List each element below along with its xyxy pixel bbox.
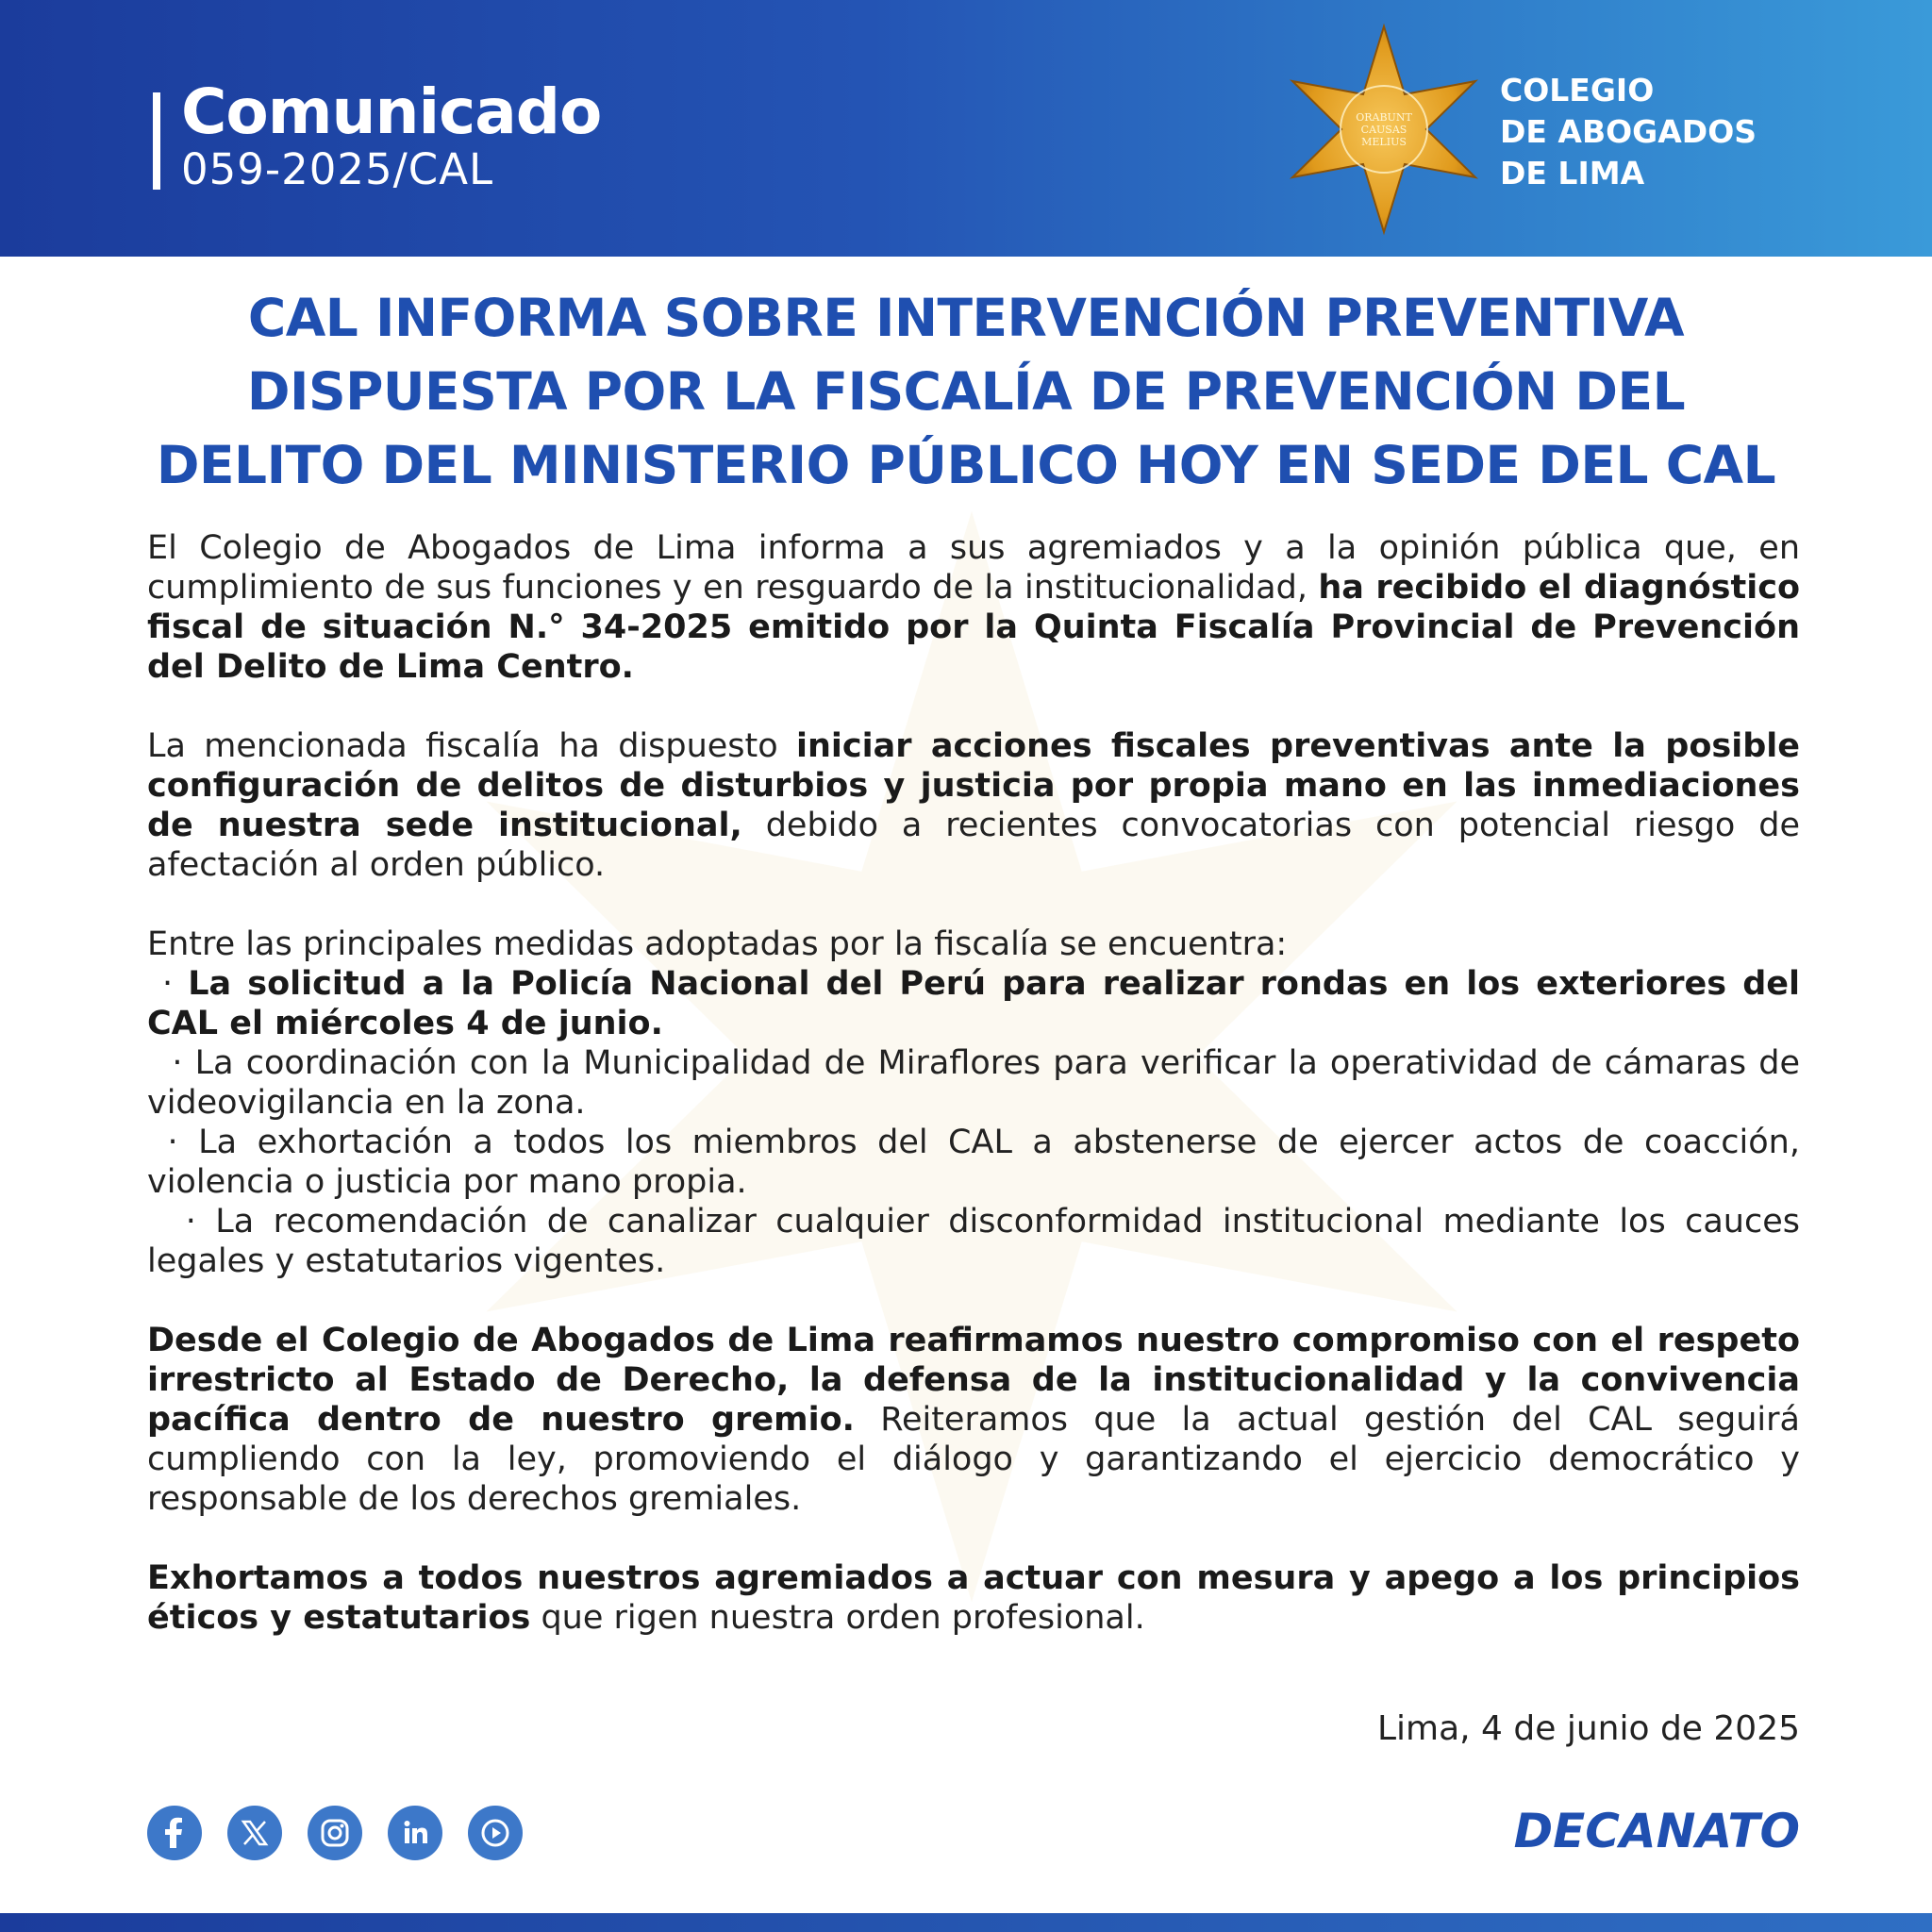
communique-code: 059-2025/CAL	[181, 144, 494, 194]
measure-item-2-text: La coordinación con la Municipalidad de Miraflores para verificar la operatividad de cámaras de videovigilancia en la zona.	[147, 1044, 1800, 1122]
document-date: Lima, 4 de junio de 2025	[1376, 1709, 1800, 1748]
cal-star-logo	[1275, 23, 1492, 236]
seal-motto-1: ORABUNT	[1356, 111, 1412, 124]
measure-item-3	[147, 1123, 1800, 1202]
communique-title: Comunicado	[181, 75, 602, 148]
measures-intro: Entre las principales medidas adoptadas por la fiscalía se encuentra:	[147, 925, 1288, 963]
measure-item-4	[147, 1202, 1800, 1281]
paragraph-exhortation	[147, 1558, 1800, 1638]
measure-item-1	[147, 964, 1800, 1043]
bullet: ·	[167, 1124, 178, 1161]
headline	[94, 281, 1838, 502]
signature-decanato: DECANATO	[1513, 1804, 1800, 1858]
measure-item-3-text: La exhortación a todos los miembros del CAL a abstenerse de ejercer actos de coacción, violencia o justicia por mano propia.	[147, 1124, 1800, 1201]
paragraph-2-bold: iniciar acciones fiscales preventivas ante la posible configuración de delitos de disturbios y justicia por propia mano en las inmediaciones de nuestra sede institucional,	[147, 727, 1800, 844]
paragraph-2-text-b: debido a recientes convocatorias con potencial riesgo de afectación al orden público.	[147, 807, 1800, 884]
headline-line2: DISPUESTA POR LA FISCALÍA DE PREVENCIÓN DEL	[246, 361, 1686, 422]
headline-line3: DELITO DEL MINISTERIO PÚBLICO HOY EN SEDE DEL CAL	[156, 435, 1776, 495]
facebook-icon[interactable]	[147, 1806, 202, 1860]
bullet: ·	[172, 1044, 183, 1082]
org-name	[1500, 70, 1757, 194]
paragraph-intro	[147, 528, 1800, 687]
linkedin-icon[interactable]	[388, 1806, 442, 1860]
headline-line1: CAL INFORMA SOBRE INTERVENCIÓN PREVENTIVA	[247, 288, 1685, 348]
title-divider	[153, 92, 160, 190]
paragraph-2-text-a: La mencionada fiscalía ha dispuesto	[147, 727, 796, 765]
bullet: ·	[162, 965, 174, 1003]
paragraph-commitment	[147, 1321, 1800, 1519]
measure-item-1-text: La solicitud a la Policía Nacional del Perú para realizar rondas en los exteriores del CAL el miércoles 4 de junio.	[147, 965, 1800, 1042]
seal-motto-3: MELIUS	[1361, 136, 1407, 148]
paragraph-commitment-text: Reiteramos que la actual gestión del CAL seguirá cumpliendo con la ley, promoviendo el diálogo y garantizando el ejercicio democrático y responsable de los derechos gremiales.	[147, 1401, 1800, 1518]
org-name-line3: DE LIMA	[1500, 155, 1645, 192]
paragraph-measures-context	[147, 726, 1800, 885]
paragraph-commitment-bold: Desde el Colegio de Abogados de Lima reafirmamos nuestro compromiso con el respeto irrestricto al Estado de Derecho, la defensa de la institucionalidad y la convivencia pacífica dentro de nuestro gremio.	[147, 1322, 1800, 1439]
x-icon[interactable]	[227, 1806, 282, 1860]
paragraph-intro-text: El Colegio de Abogados de Lima informa a sus agremiados y a la opinión pública que, en cumplimiento de sus funciones y en resguardo de la institucionalidad,	[147, 529, 1800, 607]
instagram-icon[interactable]	[308, 1806, 362, 1860]
paragraph-exhortation-text: que rigen nuestra orden profesional.	[530, 1599, 1145, 1637]
measure-item-2	[147, 1043, 1800, 1123]
communique-body	[147, 528, 1800, 1638]
bullet: ·	[185, 1203, 196, 1241]
org-name-line1: COLEGIO	[1500, 72, 1655, 108]
paragraph-intro-bold: ha recibido el diagnóstico fiscal de situación N.° 34-2025 emitido por la Quinta Fiscalía Provincial de Prevención del Delito de Lima Centro.	[147, 569, 1800, 686]
header-banner	[0, 0, 1932, 257]
seal-motto-2: CAUSAS	[1360, 124, 1407, 136]
measure-item-4-text: La recomendación de canalizar cualquier disconformidad institucional mediante los cauces legales y estatutarios vigentes.	[147, 1203, 1800, 1280]
youtube-icon[interactable]	[468, 1806, 523, 1860]
org-name-line2: DE ABOGADOS	[1500, 113, 1757, 150]
footer-bar	[0, 1913, 1932, 1932]
paragraph-exhortation-bold: Exhortamos a todos nuestros agremiados a actuar con mesura y apego a los principios éticos y estatutarios	[147, 1559, 1800, 1637]
social-links	[147, 1806, 523, 1860]
